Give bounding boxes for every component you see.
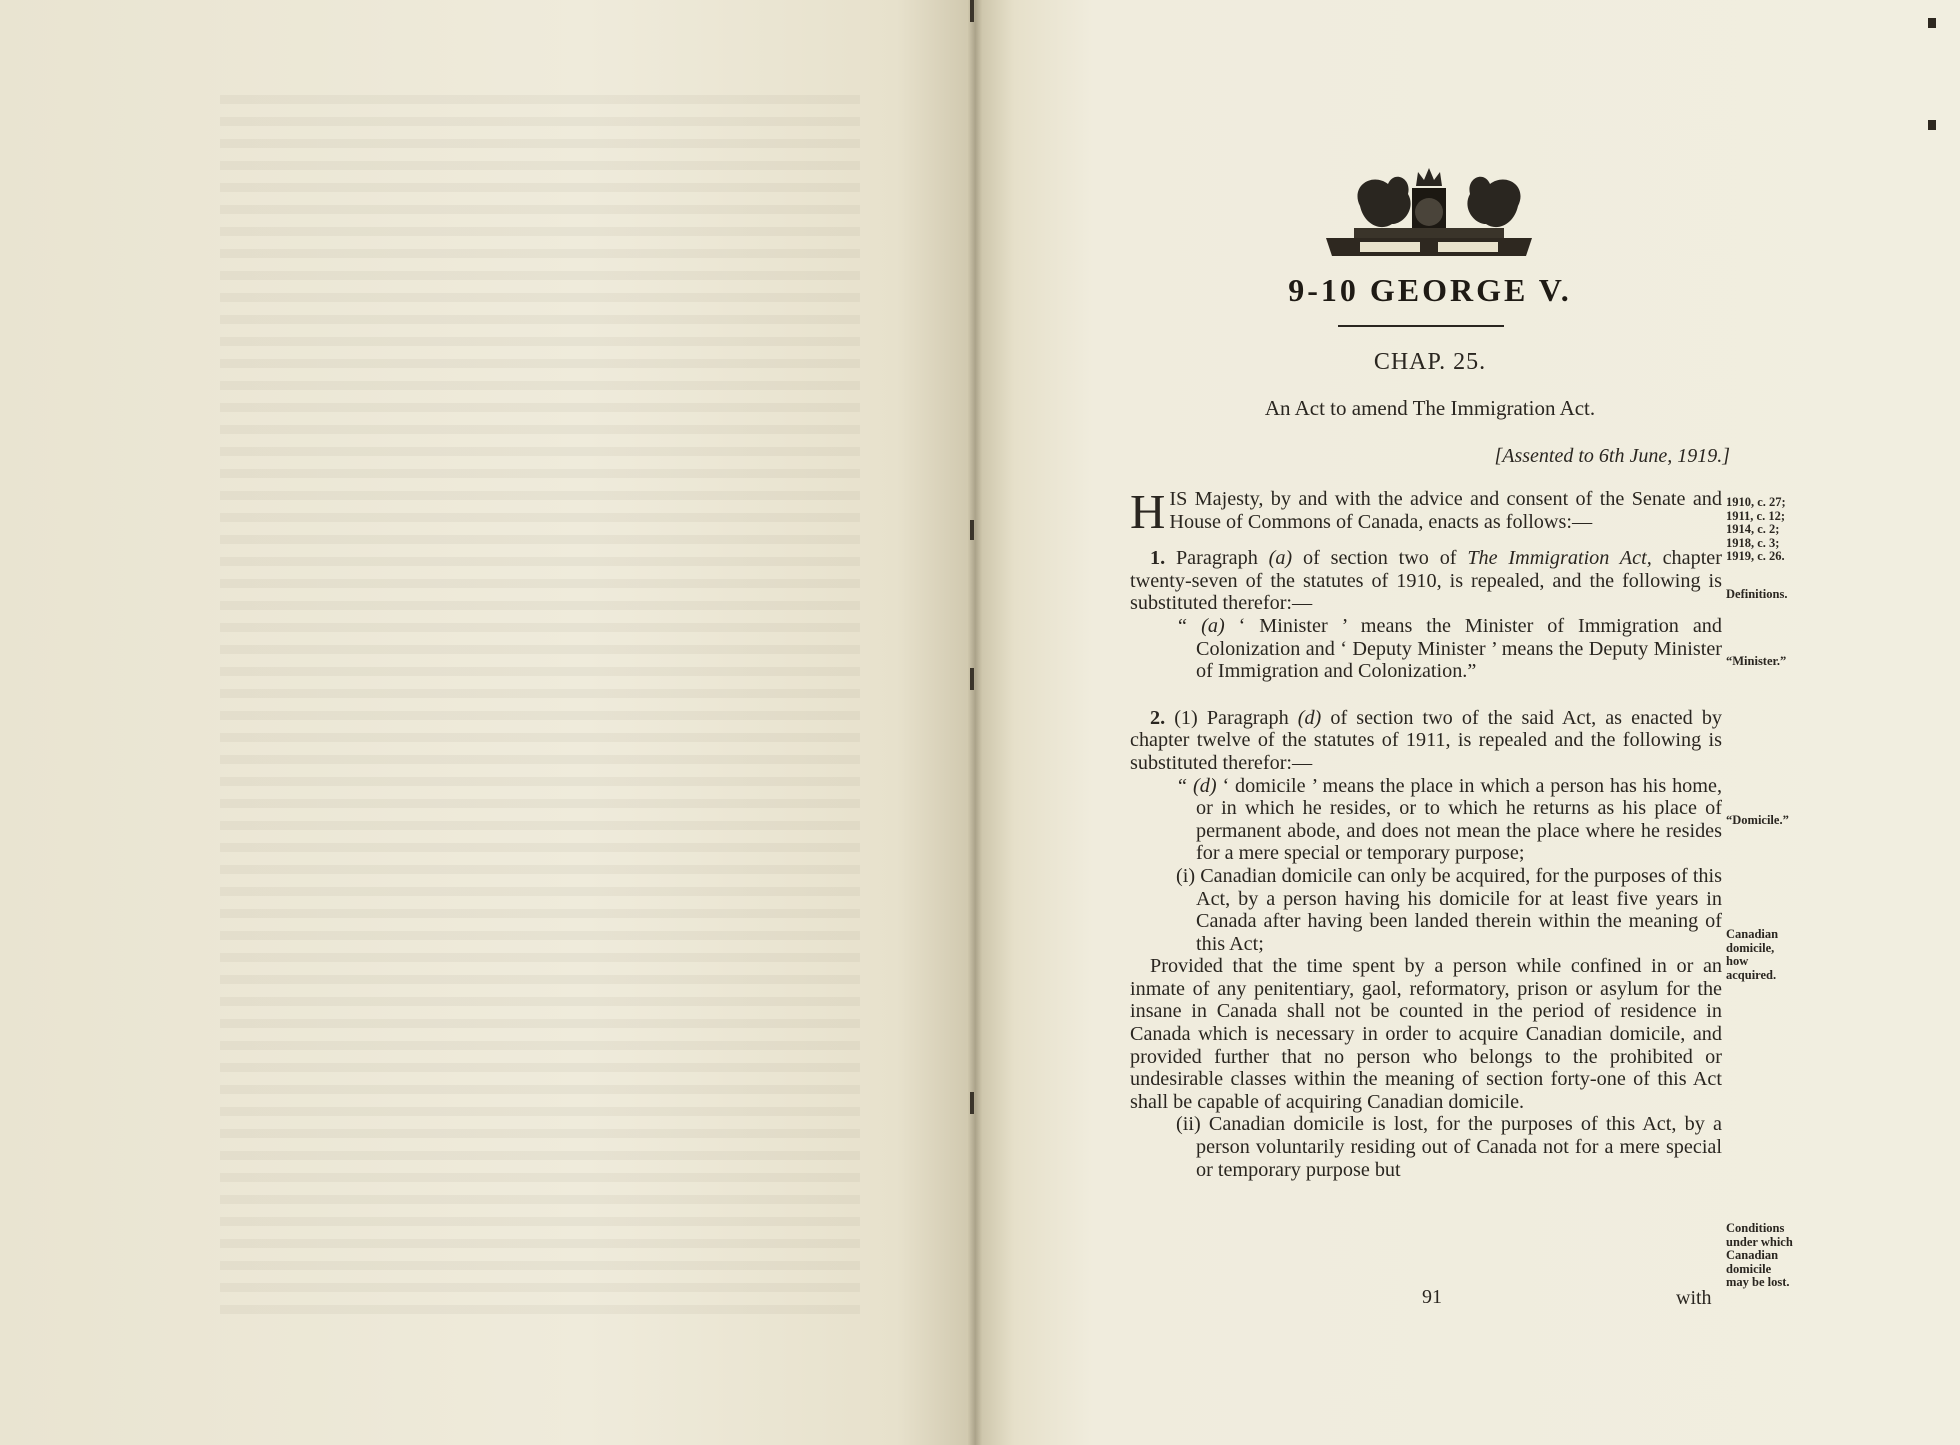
edge-mark <box>1928 18 1936 28</box>
binding-mark <box>970 520 974 540</box>
margin-note-domicile: “Domicile.” <box>1726 813 1789 827</box>
minister-definition: “ (a) ‘ Minister ’ means the Minister of Immigration and Colonization and ‘ Deputy Minister ’ means the Deputy Minister of Immigration and Colonization.” <box>1176 614 1722 683</box>
page-number: 91 <box>1422 1286 1442 1308</box>
book-gutter <box>968 0 982 1445</box>
item-ii: (ii) Canadian domicile is lost, for the purposes of this Act, by a person voluntarily residing out of Canada not for a mere special or temporary purpose but <box>1176 1113 1722 1181</box>
enacting-clause: HIS Majesty, by and with the advice and consent of the Senate and House of Commons of Canada, enacts as follows:— <box>1130 484 1722 539</box>
margin-note-minister: “Minister.” <box>1726 654 1787 668</box>
binding-mark <box>970 0 974 22</box>
margin-citations: 1910, c. 27; 1911, c. 12; 1914, c. 2; 1918, c. 3; 1919, c. 26. <box>1726 495 1786 563</box>
left-page <box>0 0 975 1445</box>
royal-coat-of-arms-emblem <box>1320 158 1538 262</box>
catchword: with <box>1676 1287 1712 1309</box>
spacer <box>1130 683 1722 707</box>
proviso: Provided that the time spent by a person while confined in or an inmate of any penitentiary, gaol, reformatory, prison or asylum for the insane in Canada shall not be counted in the period of residence in Canada which is necessary in order to acquire Canadian domicile, and provided further that no person who belongs to the prohibited or undesirable classes within the meaning of section forty-one of this Act shall be capable of acquiring Canadian domicile. <box>1130 955 1722 1113</box>
margin-note-definitions: Definitions. <box>1726 587 1788 601</box>
document-heading: 9-10 GEORGE V. <box>1288 272 1572 308</box>
spacer <box>1130 533 1722 547</box>
show-through-text <box>220 95 860 1325</box>
item-i: (i) Canadian domicile can only be acquired, for the purposes of this Act, by a person having his domicile for at least five years in Canada after having been landed therein within the meaning of this Act; <box>1176 864 1722 955</box>
act-body <box>1130 484 1723 1181</box>
heading-divider <box>1338 325 1504 327</box>
section-1: 1. Paragraph (a) of section two of The Immigration Act, chapter twenty-seven of the statutes of 1910, is repealed, and the following is substituted therefor:— <box>1130 547 1722 615</box>
margin-note-acquired: Canadian domicile, how acquired. <box>1726 927 1779 982</box>
chapter-number: CHAP. 25. <box>1373 349 1487 375</box>
assent-date: [Assented to 6th June, 1919.] <box>1494 445 1730 467</box>
edge-mark <box>1928 120 1936 130</box>
binding-mark <box>970 1092 974 1114</box>
margin-note-lost: Conditions under which Canadian domicile may be lost. <box>1726 1221 1793 1289</box>
binding-mark <box>970 668 974 690</box>
domicile-definition: “ (d) ‘ domicile ’ means the place in which a person has his home, or in which he resides, or to which he returns as his place of permanent abode, and does not mean the place where he resides for a mere special or temporary purpose; <box>1176 774 1722 865</box>
section-2: 2. (1) Paragraph (d) of section two of the said Act, as enacted by chapter twelve of the statutes of 1911, is repealed and the following is substituted therefor:— <box>1130 706 1723 774</box>
drop-cap: H <box>1130 484 1166 539</box>
act-title: An Act to amend The Immigration Act. <box>1264 396 1596 420</box>
